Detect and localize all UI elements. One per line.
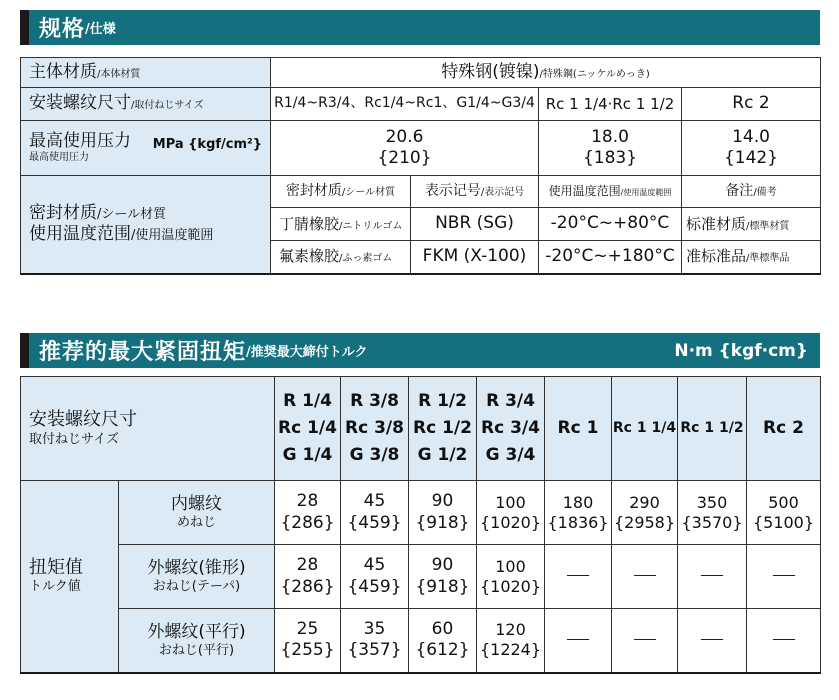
taper-sub-1: {286} [280, 576, 335, 597]
dash-mark [773, 575, 795, 576]
taper-val-4: 100 [495, 556, 526, 576]
max-pressure-label: 最高使用压力 [29, 131, 131, 152]
seal-header-material-jp: /シール材質 [341, 186, 396, 198]
size-col-6: Rc 1 1/4 [612, 377, 678, 481]
seal-header-temp-cn: 使用温度范围 [548, 184, 621, 198]
max-pressure-col1-sub: {210} [377, 148, 432, 168]
size-col-7: Rc 1 1/2 [678, 377, 747, 481]
thread-size-col3: Rc 2 [682, 88, 821, 121]
torque-unit: N·m {kgf·cm} [674, 340, 808, 361]
taper-val-3: 90 [431, 555, 454, 576]
taper-sub-4: {1020} [479, 576, 542, 596]
size-3-r: R 1/2 [418, 390, 467, 411]
female-sub-5: {1836} [547, 512, 609, 532]
seal-nbr-material-jp: /ニトリルゴム [339, 220, 403, 232]
seal-fkm-material-jp: /ふっ素ゴム [339, 253, 393, 265]
size-4-g: G 3/4 [485, 445, 536, 466]
female-val-6: 290 [629, 492, 660, 512]
max-pressure-label-cell [21, 121, 271, 176]
size-4-rc: Rc 3/4 [481, 417, 540, 438]
body-material-value-jp: /特殊鋼(ニッケルめっき) [539, 68, 650, 80]
female-sub-2: {459} [347, 512, 402, 533]
size-2-r: R 3/8 [350, 390, 399, 411]
taper-cell-6 [612, 545, 678, 609]
taper-cell-1 [275, 545, 341, 609]
seal-row-fkm-material [271, 241, 411, 274]
female-cell-7 [678, 481, 747, 545]
dash-mark [634, 639, 656, 640]
seal-header-code [411, 176, 539, 208]
torque-title-jp: /推奨最大締付トルク [246, 345, 368, 360]
seal-header-note-cn: 备注 [725, 182, 754, 199]
torque-row-male-parallel [21, 609, 821, 673]
seal-header-note [682, 176, 821, 208]
female-sub-8: {5100} [752, 512, 815, 532]
seal-label1: 密封材质 [29, 203, 97, 223]
taper-val-1: 28 [296, 555, 319, 576]
thread-size-label: 安装螺纹尺寸 [29, 93, 131, 114]
dash-mark [773, 639, 795, 640]
size-col-8: Rc 2 [747, 377, 821, 481]
parallel-sub-4: {1224} [479, 640, 542, 660]
body-material-label: 主体材质 [29, 61, 97, 82]
dash-mark [567, 639, 589, 640]
max-pressure-col2: 18.0 [591, 126, 629, 147]
body-material-row [21, 58, 821, 88]
size-4-r: R 3/4 [486, 390, 535, 411]
torque-row-female [21, 481, 821, 545]
seal-fkm-note-jp: /準標準品 [746, 253, 790, 265]
max-pressure-label-jp: 最高使用圧力 [29, 152, 89, 164]
max-pressure-col3-sub: {142} [723, 148, 779, 168]
size-3-rc: Rc 1/2 [413, 417, 472, 438]
female-sub-7: {3570} [681, 512, 743, 532]
seal-header-material-cn: 密封材质 [285, 182, 342, 199]
parallel-cell-6 [612, 609, 678, 673]
parallel-cell-1 [275, 609, 341, 673]
male-taper-name-jp: おねじ(テーパ) [152, 579, 241, 594]
thread-size-col1: R1/4~R3/4、Rc1/4~Rc1、G1/4~G3/4 [271, 88, 539, 121]
seal-header-temp-jp: /使用温度範囲 [620, 188, 672, 197]
seal-header-code-cn: 表示记号 [424, 182, 481, 199]
parallel-sub-3: {612} [415, 640, 470, 661]
size-2-rc: Rc 3/8 [345, 417, 404, 438]
male-parallel-name-jp: おねじ(平行) [158, 642, 235, 658]
taper-cell-7 [678, 545, 747, 609]
parallel-cell-3 [409, 609, 477, 673]
taper-cell-3 [409, 545, 477, 609]
taper-cell-4 [477, 545, 545, 609]
max-pressure-unit: MPa {kgf/cm²} [152, 137, 262, 152]
thread-size-label-cell [21, 88, 271, 121]
female-val-1: 28 [296, 491, 319, 512]
parallel-cell-7 [678, 609, 747, 673]
seal-row-nbr-material [271, 208, 411, 241]
seal-fkm-temp: -20°C~+180°C [539, 241, 682, 274]
torque-value-label-jp: トルク値 [29, 579, 81, 595]
female-cell-5 [545, 481, 612, 545]
max-pressure-row [21, 121, 821, 176]
torque-thread-label-cell [21, 377, 275, 481]
max-pressure-col2-sub: {183} [582, 148, 638, 168]
dash-mark [701, 639, 723, 640]
parallel-sub-2: {357} [347, 640, 402, 661]
female-thread-name: 内螺纹 [171, 493, 222, 514]
male-parallel-name: 外螺纹(平行) [147, 621, 246, 642]
max-pressure-col3: 14.0 [732, 126, 770, 147]
dash-mark [567, 575, 589, 576]
parallel-cell-8 [747, 609, 821, 673]
parallel-cell-2 [341, 609, 409, 673]
spec-title: 规格 [39, 17, 86, 42]
parallel-val-2: 35 [363, 619, 386, 639]
thread-size-col2: Rc 1 1/4·Rc 1 1/2 [539, 88, 682, 121]
body-material-label-jp: /本体材質 [97, 68, 141, 80]
taper-cell-2 [341, 545, 409, 609]
spec-table [20, 57, 821, 275]
seal-fkm-note: 准标准品 [686, 247, 747, 266]
parallel-val-3: 60 [431, 619, 454, 639]
female-cell-1 [275, 481, 341, 545]
max-pressure-col1: 20.6 [385, 126, 424, 147]
torque-thread-label-jp: 取付ねじサイズ [29, 431, 119, 447]
female-cell-2 [341, 481, 409, 545]
size-3-g: G 1/2 [417, 445, 468, 466]
torque-thread-label: 安装螺纹尺寸 [29, 409, 137, 431]
dash-mark [634, 575, 656, 576]
spec-title-jp: /仕様 [85, 22, 116, 37]
female-sub-4: {1020} [479, 512, 542, 532]
torque-size-row [21, 377, 821, 481]
parallel-val-1: 25 [296, 619, 319, 639]
max-pressure-col1-cell [271, 121, 539, 176]
seal-nbr-code: NBR (SG) [411, 208, 539, 241]
size-col-2 [341, 377, 409, 481]
seal-nbr-material: 丁腈橡胶 [279, 214, 340, 233]
parallel-sub-1: {255} [280, 640, 335, 661]
female-val-3: 90 [431, 491, 454, 512]
spec-section-header [20, 10, 820, 45]
female-val-5: 180 [562, 492, 594, 512]
torque-table [20, 376, 821, 674]
seal-label2: 使用温度范围 [29, 224, 131, 245]
taper-sub-3: {918} [415, 576, 470, 597]
thread-size-row [21, 88, 821, 121]
size-col-4 [477, 377, 545, 481]
female-cell-8 [747, 481, 821, 545]
size-1-g: G 1/4 [282, 445, 333, 466]
torque-value-label: 扭矩值 [29, 556, 83, 578]
female-val-2: 45 [363, 491, 386, 512]
size-col-1 [275, 377, 341, 481]
taper-cell-8 [747, 545, 821, 609]
size-1-rc: Rc 1/4 [278, 417, 337, 438]
seal-fkm-material: 氟素橡胶 [279, 247, 340, 266]
seal-label-cell [21, 176, 271, 274]
seal-header-material [271, 176, 411, 208]
female-sub-1: {286} [280, 512, 335, 533]
max-pressure-col2-cell [539, 121, 682, 176]
female-thread-name-jp: めねじ [176, 515, 216, 530]
female-val-7: 350 [696, 492, 728, 512]
seal-row-nbr-note [682, 208, 821, 241]
max-pressure-col3-cell [682, 121, 821, 176]
torque-value-label-cell [21, 481, 119, 673]
parallel-cell-5 [545, 609, 612, 673]
size-1-r: R 1/4 [283, 390, 332, 411]
taper-cell-5 [545, 545, 612, 609]
torque-row-male-taper [21, 545, 821, 609]
parallel-val-4: 120 [495, 620, 526, 640]
size-2-g: G 3/8 [349, 445, 400, 466]
seal-row-fkm-note [682, 241, 821, 274]
parallel-cell-4 [477, 609, 545, 673]
taper-val-2: 45 [363, 555, 386, 576]
seal-header-note-jp: /備考 [753, 186, 777, 198]
body-material-label-cell [21, 58, 271, 88]
seal-nbr-note-jp: /標準材質 [746, 220, 790, 232]
seal-label1-jp: /シール材質 [97, 207, 167, 222]
torque-section-header [20, 333, 820, 368]
male-parallel-name-cell [119, 609, 275, 673]
female-thread-name-cell [119, 481, 275, 545]
seal-nbr-temp: -20°C~+80°C [539, 208, 682, 241]
body-material-value-cell [271, 58, 821, 88]
female-sub-6: {2958} [613, 512, 676, 532]
taper-sub-2: {459} [347, 576, 402, 597]
female-val-4: 100 [495, 492, 526, 512]
seal-header-temp [539, 176, 682, 208]
seal-label2-jp: /使用温度範囲 [131, 228, 214, 244]
female-cell-6 [612, 481, 678, 545]
dash-mark [701, 575, 723, 576]
body-material-value: 特殊钢(镀镍) [441, 61, 540, 82]
torque-title: 推荐的最大紧固扭矩 [39, 340, 247, 365]
male-taper-name-cell [119, 545, 275, 609]
seal-nbr-note: 标准材质 [686, 214, 747, 233]
female-cell-4 [477, 481, 545, 545]
seal-header-row [21, 176, 821, 208]
female-val-8: 500 [768, 492, 799, 512]
size-col-3 [409, 377, 477, 481]
thread-size-label-jp: /取付ねじサイズ [131, 100, 204, 112]
size-col-5: Rc 1 [545, 377, 612, 481]
male-taper-name: 外螺纹(锥形) [147, 557, 246, 578]
female-cell-3 [409, 481, 477, 545]
seal-header-code-jp: /表示記号 [480, 186, 525, 198]
female-sub-3: {918} [415, 512, 470, 533]
seal-fkm-code: FKM (X-100) [411, 241, 539, 274]
